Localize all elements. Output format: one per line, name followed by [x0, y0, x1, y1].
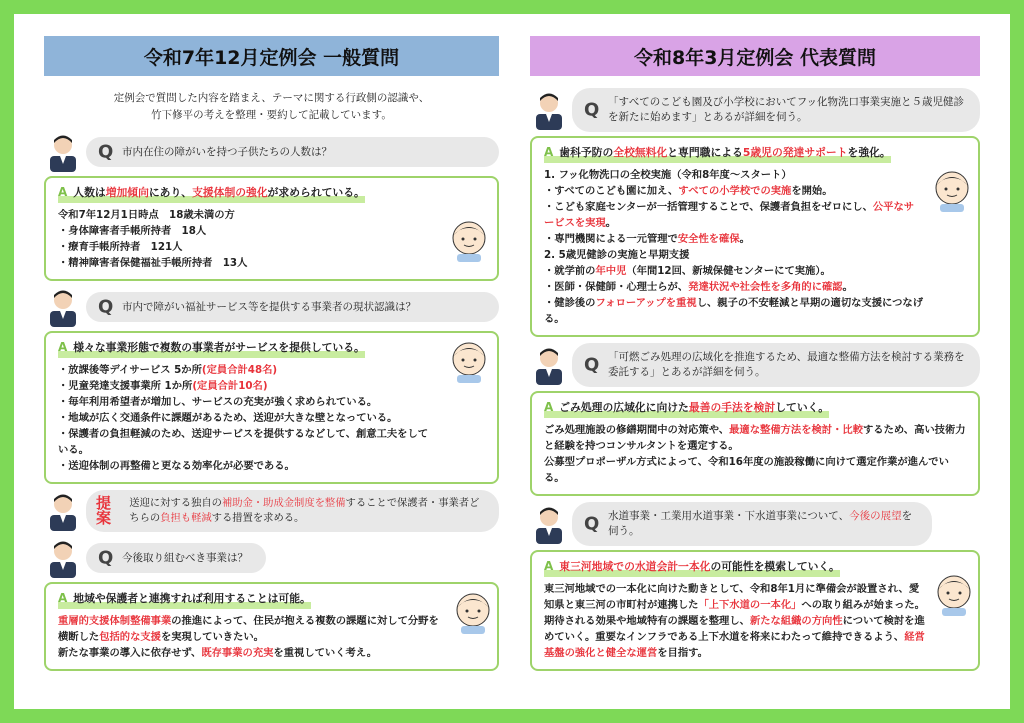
- official-avatar-icon: [930, 168, 974, 212]
- ra-3-heading: A 東三河地域での水道会計一本化の可能性を模索していく。: [544, 558, 840, 577]
- right-column: [530, 14, 980, 677]
- ra-1-line: ・こども家庭センターが一括管理することで、保護者負担をゼロにし、公平なサービスを実現。: [544, 201, 915, 229]
- rq-3: Q 水道事業・工業用水道事業・下水道事業について、今後の展望を伺う。: [530, 502, 980, 546]
- question-2: Q 市内で障がい福祉サービス等を提供する事業者の現状認識は？: [44, 287, 499, 327]
- right-title: 令和8年3月定例会 代表質問: [530, 36, 980, 76]
- councillor-avatar-icon: [530, 504, 568, 544]
- rq-2: Q 「可燃ごみ処理の広域化を推進するため、最適な整備方法を検討する業務を委託する」とあるが詳細を伺う。: [530, 343, 980, 387]
- proposal: [44, 490, 499, 532]
- ra-2-text: 公募型プロポーザル方式によって、令和16年度の施設稼働に向けて選定作業が進んでいる。: [544, 456, 949, 484]
- ra-3: [530, 550, 980, 671]
- answer-1-line: 令和7年12月1日時点 18歳未満の方: [58, 209, 235, 221]
- ra-2: [530, 391, 980, 496]
- proposal-label: 提案: [96, 494, 114, 527]
- councillor-avatar-icon: [44, 287, 82, 327]
- answer-3-text: 重層的支援体制整備事業の推進によって、住民が抱える複数の課題に対して分野を横断した包括的な支援を実現していきたい。: [58, 615, 439, 643]
- rq-3-text: 水道事業・工業用水道事業・下水道事業について、今後の展望を伺う。: [608, 510, 913, 537]
- ra-1: [530, 136, 980, 337]
- answer-1: [44, 176, 499, 281]
- question-1: Q 市内在住の障がいを持つ子供たちの人数は？: [44, 132, 499, 172]
- question-3: Q 今後取り組むべき事業は？: [44, 538, 499, 578]
- answer-2: [44, 331, 499, 484]
- rq-2-text: 「可燃ごみ処理の広域化を推進するため、最適な整備方法を検討する業務を委託する」とあるが詳細を伺う。: [608, 351, 965, 378]
- ra-2-heading: A ごみ処理の広域化に向けた最善の手法を検討していく。: [544, 399, 829, 418]
- ra-1-line: ・健診後のフォローアップを重視し、親子の不安軽減と早期の適切な支援につなげる。: [544, 297, 924, 325]
- answer-1-line: ・精神障害者保健福祉手帳所持者 13人: [58, 257, 248, 269]
- official-avatar-icon: [447, 339, 491, 383]
- answer-2-line: ・児童発達支援事業所 1か所(定員合計10名): [58, 380, 268, 392]
- intro-text: [44, 90, 499, 124]
- ra-3-text: 東三河地域での一本化に向けた動きとして、令和8年1月に準備会が設置され、愛知県と東三河の市町村が連携した「上下水道の一本化」への取り組みが始まった。期待される効果や地域特有の課題を整理し、新たな組織の方向性について検討を進めていく。重要なインフラである上下水道を将来にわたって維持できるよう、経営基盤の強化と健全な運営を目指す。: [544, 583, 925, 659]
- ra-2-text: ごみ処理施設の修繕期間中の対応策や、最適な整備方法を検討・比較するため、高い技術力と経験を持つコンサルタントを選定する。: [544, 424, 966, 452]
- answer-2-line: ・保護者の負担軽減のため、送迎サービスを提供するなどして、創意工夫をしている。: [58, 428, 429, 456]
- councillor-avatar-icon: [530, 90, 568, 130]
- proposal-text: 送迎に対する独自の補助金・助成金制度を整備することで保護者・事業者どちらの負担も軽減する措置を求める。: [129, 497, 480, 524]
- councillor-avatar-icon: [530, 345, 568, 385]
- rq-1: Q 「すべてのこども園及び小学校においてフッ化物洗口事業実施と５歳児健診を新たに始めます」とあるが詳細を伺う。: [530, 88, 980, 132]
- councillor-avatar-icon: [44, 538, 82, 578]
- ra-1-line: 2. 5歳児健診の実施と早期支援: [544, 249, 690, 261]
- intro-line-1: 定例会で質問した内容を踏まえ、テーマに関する行政側の認識や、: [113, 92, 430, 104]
- question-3-text: 今後取り組むべき事業は？: [122, 551, 248, 564]
- answer-1-line: ・身体障害者手帳所持者 18人: [58, 225, 207, 237]
- rq-1-text: 「すべてのこども園及び小学校においてフッ化物洗口事業実施と５歳児健診を新たに始めます」とあるが詳細を伺う。: [608, 96, 965, 123]
- answer-1-line: ・療育手帳所持者 121人: [58, 241, 183, 253]
- ra-1-line: ・就学前の年中児（年間12回、新城保健センターにて実施）。: [544, 265, 831, 277]
- answer-3-heading: A 地域や保護者と連携すれば利用することは可能。: [58, 590, 311, 609]
- ra-1-line: 1. フッ化物洗口の全校実施（令和8年度～スタート）: [544, 169, 792, 181]
- answer-2-line: ・毎年利用希望者が増加し、サービスの充実が強く求められている。: [58, 396, 378, 408]
- answer-1-heading: A 人数は増加傾向にあり、支援体制の強化が求められている。: [58, 184, 365, 203]
- answer-3: [44, 582, 499, 671]
- ra-1-line: ・医師・保健師・心理士らが、発達状況や社会性を多角的に確認。: [544, 281, 853, 293]
- answer-2-line: ・送迎体制の再整備と更なる効率化が必要である。: [58, 460, 295, 472]
- question-1-text: 市内在住の障がいを持つ子供たちの人数は？: [122, 145, 332, 158]
- intro-line-2: 竹下修平の考えを整理・要約して記載しています。: [151, 109, 392, 121]
- ra-1-line: ・すべてのこども園に加え、すべての小学校での実施を開始。: [544, 185, 833, 197]
- official-avatar-icon: [932, 572, 976, 616]
- councillor-avatar-icon: [44, 491, 82, 531]
- ra-1-line: ・専門機関による一元管理で安全性を確保。: [544, 233, 750, 245]
- page: [14, 14, 1010, 709]
- left-column: [44, 14, 499, 677]
- answer-3-text: 新たな事業の導入に依存せず、既存事業の充実を重視していく考え。: [58, 647, 378, 659]
- official-avatar-icon: [451, 590, 495, 634]
- left-title: 令和7年12月定例会 一般質問: [44, 36, 499, 76]
- ra-1-heading: A 歯科予防の全校無料化と専門職による5歳児の発達サポートを強化。: [544, 144, 891, 163]
- answer-2-line: ・放課後等デイサービス 5か所(定員合計48名): [58, 364, 278, 376]
- official-avatar-icon: [447, 218, 491, 262]
- answer-2-heading: A 様々な事業形態で複数の事業者がサービスを提供している。: [58, 339, 365, 358]
- answer-2-line: ・地域が広く交通条件に課題があるため、送迎が大きな壁となっている。: [58, 412, 398, 424]
- question-2-text: 市内で障がい福祉サービス等を提供する事業者の現状認識は？: [122, 300, 416, 313]
- councillor-avatar-icon: [44, 132, 82, 172]
